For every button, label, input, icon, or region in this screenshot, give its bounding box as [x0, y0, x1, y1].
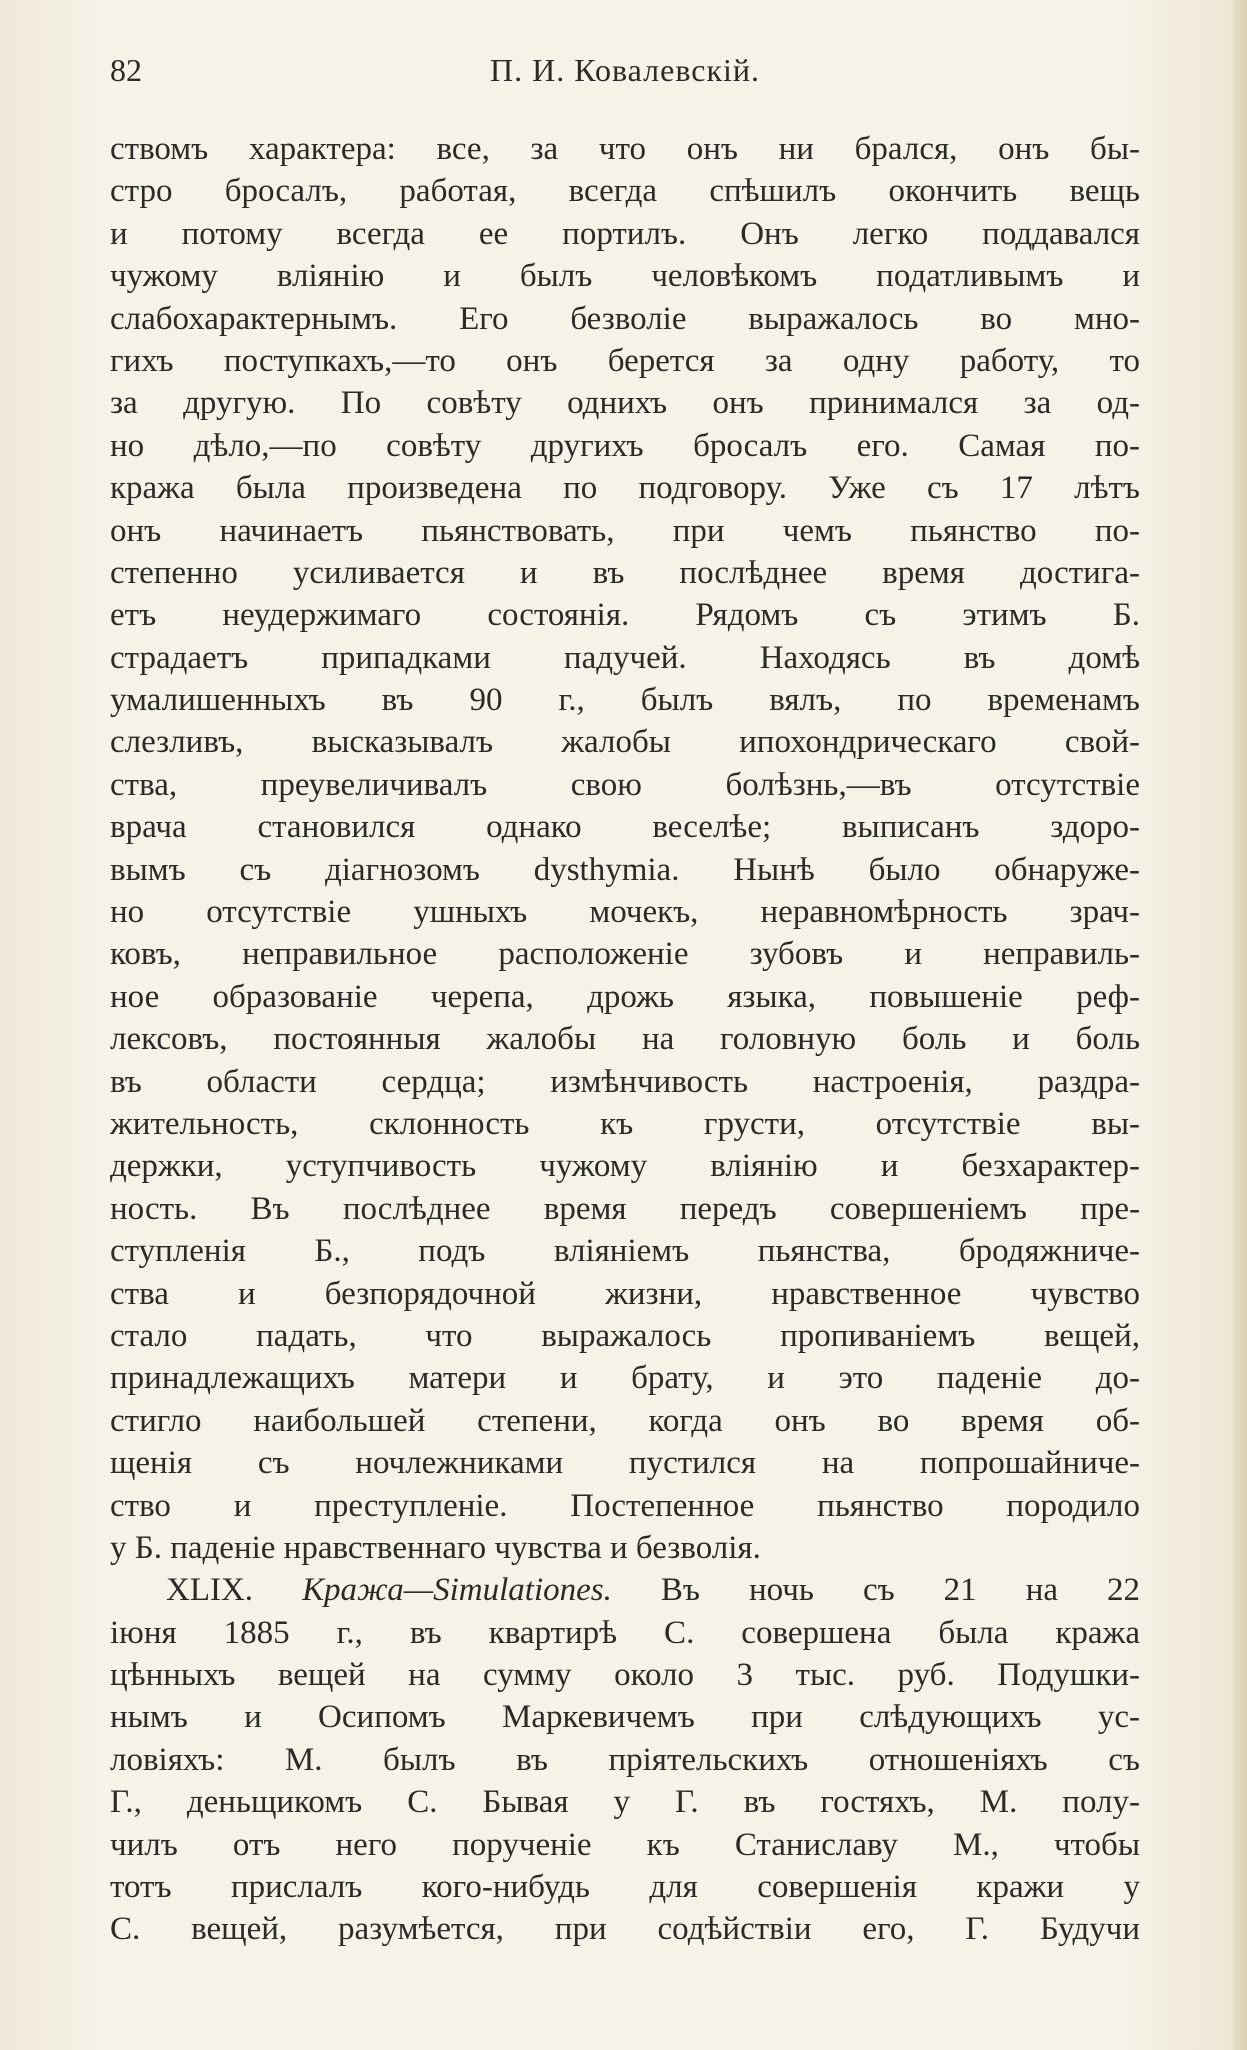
text-line: ность. Въ послѣднее время передъ совершеніемъ пре- — [110, 1190, 1140, 1227]
text-line: но дѣло,—по совѣту другихъ бросалъ его. Самая по- — [110, 427, 1140, 464]
text-line: степенно усиливается и въ послѣднее время достига- — [110, 554, 1140, 591]
text-line: ловіяхъ: М. былъ въ пріятельскихъ отношеніяхъ съ — [110, 1741, 1140, 1778]
text-line: страдаетъ припадками падучей. Находясь въ домѣ — [110, 639, 1140, 676]
text-line: въ области сердца; измѣнчивость настроенія, раздра- — [110, 1063, 1140, 1100]
text-line: нымъ и Осипомъ Маркевичемъ при слѣдующихъ ус- — [110, 1699, 1140, 1736]
page-number: 82 — [110, 52, 142, 88]
text-line: стро бросалъ, работая, всегда спѣшилъ окончить вещь — [110, 173, 1140, 210]
section-first-line: Въ ночь съ 21 на 22 — [660, 1572, 1140, 1609]
text-line: и потому всегда ее портилъ. Онъ легко поддавался — [110, 215, 1140, 252]
text-line: но отсутствіе ушныхъ мочекъ, неравномѣрность зрач- — [110, 894, 1140, 931]
text-line: ствомъ характера: все, за что онъ ни брался, онъ бы- — [110, 131, 1140, 167]
text-line: чужому вліянію и былъ человѣкомъ податливымъ и — [110, 258, 1140, 295]
running-head: П. И. Ковалевскій. — [490, 52, 760, 88]
text-line: умалишенныхъ въ 90 г., былъ вялъ, по временамъ — [110, 682, 1140, 719]
page-edge — [1233, 0, 1247, 2050]
text-line: гихъ поступкахъ,—то онъ берется за одну работу, то — [110, 342, 1140, 379]
text-line: принадлежащихъ матери и брату, и это паденіе до- — [110, 1360, 1140, 1397]
text-line: ства и безпорядочной жизни, нравственное чувство — [110, 1275, 1140, 1312]
section-title: Кража—Simulationes. — [302, 1572, 612, 1609]
text-line: слабохарактернымъ. Его безволіе выражалось во мно- — [110, 300, 1140, 337]
text-line: держки, уступчивость чужому вліянію и безхарактер- — [110, 1148, 1140, 1185]
text-line: стало падать, что выражалось пропиваніемъ вещей, — [110, 1317, 1140, 1354]
text-line: ступленія Б., подъ вліяніемъ пьянства, бродяжниче- — [110, 1233, 1140, 1270]
text-line: стигло наибольшей степени, когда онъ во время об- — [110, 1402, 1140, 1439]
text-line: тотъ прислалъ кого-нибудь для совершенія кражи у — [110, 1869, 1140, 1906]
text-line: Г., деньщикомъ С. Бывая у Г. въ гостяхъ, М. полу- — [110, 1784, 1140, 1821]
text-line: онъ начинаетъ пьянствовать, при чемъ пьянство по- — [110, 512, 1140, 549]
text-line: ное образованіе черепа, дрожь языка, повышеніе реф- — [110, 978, 1140, 1015]
text-line: іюня 1885 г., въ квартирѣ С. совершена была кража — [110, 1614, 1140, 1651]
text-line: у Б. паденіе нравственнаго чувства и безволія. — [110, 1529, 761, 1566]
page-header — [110, 52, 1140, 102]
text-line: етъ неудержимаго состоянія. Рядомъ съ этимъ Б. — [110, 597, 1140, 634]
text-line: лексовъ, постоянныя жалобы на головную боль и боль — [110, 1021, 1140, 1058]
text-line: цѣнныхъ вещей на сумму около 3 тыс. руб. Подушки- — [110, 1657, 1140, 1694]
text-line: жительность, склонность къ грусти, отсутствіе вы- — [110, 1105, 1140, 1142]
text-line: С. вещей, разумѣется, при содѣйствіи его, Г. Будучи — [110, 1911, 1140, 1948]
text-line: ства, преувеличивалъ свою болѣзнь,—въ отсутствіе — [110, 766, 1140, 803]
text-line: за другую. По совѣту однихъ онъ принимался за од- — [110, 385, 1140, 422]
text-line: щенія съ ночлежниками пустился на попрошайниче- — [110, 1445, 1140, 1482]
section-heading-line — [110, 1569, 1140, 1611]
text-line: кража была произведена по подговору. Уже съ 17 лѣтъ — [110, 470, 1140, 507]
text-line: вымъ съ діагнозомъ dysthymia. Нынѣ было обнаруже- — [110, 851, 1140, 888]
text-line: врача становился однако веселѣе; выписанъ здоро- — [110, 809, 1140, 846]
text-line: чилъ отъ него порученіе къ Станиславу М., чтобы — [110, 1826, 1140, 1863]
text-line: слезливъ, высказывалъ жалобы ипохондрическаго свой- — [110, 724, 1140, 761]
section-number: XLIX. — [166, 1572, 254, 1609]
text-line: ковъ, неправильное расположеніе зубовъ и неправиль- — [110, 936, 1140, 973]
body-text — [110, 128, 1140, 1951]
text-line: ство и преступленіе. Постепенное пьянство породило — [110, 1487, 1140, 1524]
